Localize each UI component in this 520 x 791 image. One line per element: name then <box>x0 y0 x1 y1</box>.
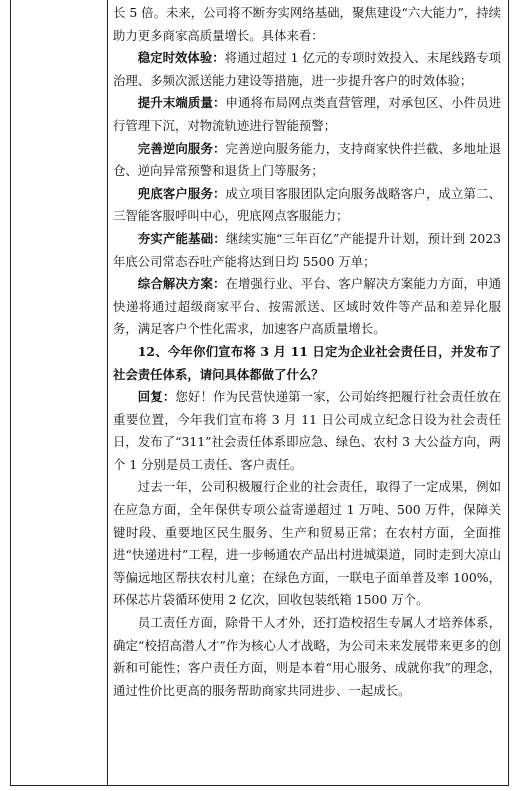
item-label: 夯实产能基础： <box>137 230 226 246</box>
paragraph-intro: 长 5 倍。未来，公司将不断夯实网络基础，聚焦建设“六大能力”，持续助力更多商家高质量增长。具体来看： <box>113 5 501 43</box>
item-reverse-service <box>113 138 501 183</box>
item-text: 将通过超过 1 亿元的专项时效投入、末尾线路专项治理、多频次派送能力建设等措施，进一步提升客户的时效体验； <box>113 50 501 88</box>
table-left-column <box>10 0 108 785</box>
item-label: 提升末端质量： <box>137 95 226 111</box>
paragraph-past-year: 过去一年，公司积极履行企业的社会责任，取得了一定成果，例如在应急方面，全年保供专项公益寄递超过 1 万吨、500 万件，保障关键时段、重要地区民生服务、生产和贸易正常；在农村方面，全面推进“快递进村”工程，进一步畅通农产品出村进城渠道，同时走到大凉山等偏远地区帮扶农村儿童；在绿色方面，一联电子面单普及率 100%，环保芯片袋循环使用 2 亿次，回收包装纸箱 1500 万个。 <box>113 479 501 608</box>
answer-text: 您好！作为民营快递第一家，公司始终把履行社会责任放在重要位置，今年我们宣布将 3 月 11 日公司成立纪念日设为社会责任日，发布了“311”社会责任体系即应急、绿色、农村 3 大公益方向，两个 1 分别是员工责任、客户责任。 <box>113 389 502 472</box>
item-terminal-quality <box>113 92 501 137</box>
item-text: 申通将布局网点类直营管理，对承包区、小件员进行管理下沉，对物流轨迹进行智能预警； <box>113 95 501 133</box>
document-content <box>113 2 501 702</box>
item-label: 稳定时效体验： <box>137 50 225 66</box>
item-text: 继续实施“三年百亿”产能提升计划，预计到 2023 年底公司常态吞吐产能将达到日均 5500 万单； <box>113 230 502 269</box>
item-customer-service <box>113 183 501 228</box>
item-capacity-base <box>113 228 501 273</box>
item-label: 完善逆向服务： <box>137 140 226 156</box>
item-label: 兜底客户服务： <box>137 185 226 201</box>
item-text: 完善逆向服务能力，支持商家快件拦截、多地址退仓、逆向异常预警和退货上门等服务； <box>113 140 501 179</box>
item-text: 在增强行业、平台、客户解决方案能力方面，申通快递将通过超级商家平台、按需派送、区域时效件等产品和差异化服务，满足客户个性化需求，加速客户高质量增长。 <box>113 276 501 337</box>
item-text: 成立项目客服团队定向服务战略客户，成立第二、三智能客服呼叫中心，兜底网点客服能力； <box>113 185 501 224</box>
item-label: 综合解决方案： <box>137 276 226 292</box>
question-12: 12、今年你们宣布将 3 月 11 日定为企业社会责任日，并发布了社会责任体系，请问具体都做了什么？ <box>113 343 501 382</box>
item-stable-timeliness <box>113 47 501 92</box>
item-integrated-solution <box>113 273 501 341</box>
answer-label: 回复： <box>137 389 176 405</box>
paragraph-staff-responsibility: 员工责任方面，除骨干人才外，还打造校招生专属人才培养体系，确定“校招高潜人才”作为核心人才战略，为公司未来发展带来更多的创新和可能性；客户责任方面，则是本着“用心服务、成就你我”的理念，通过性价比更高的服务帮助商家共同进步、一起成长。 <box>113 615 501 698</box>
answer-paragraph <box>113 386 501 476</box>
